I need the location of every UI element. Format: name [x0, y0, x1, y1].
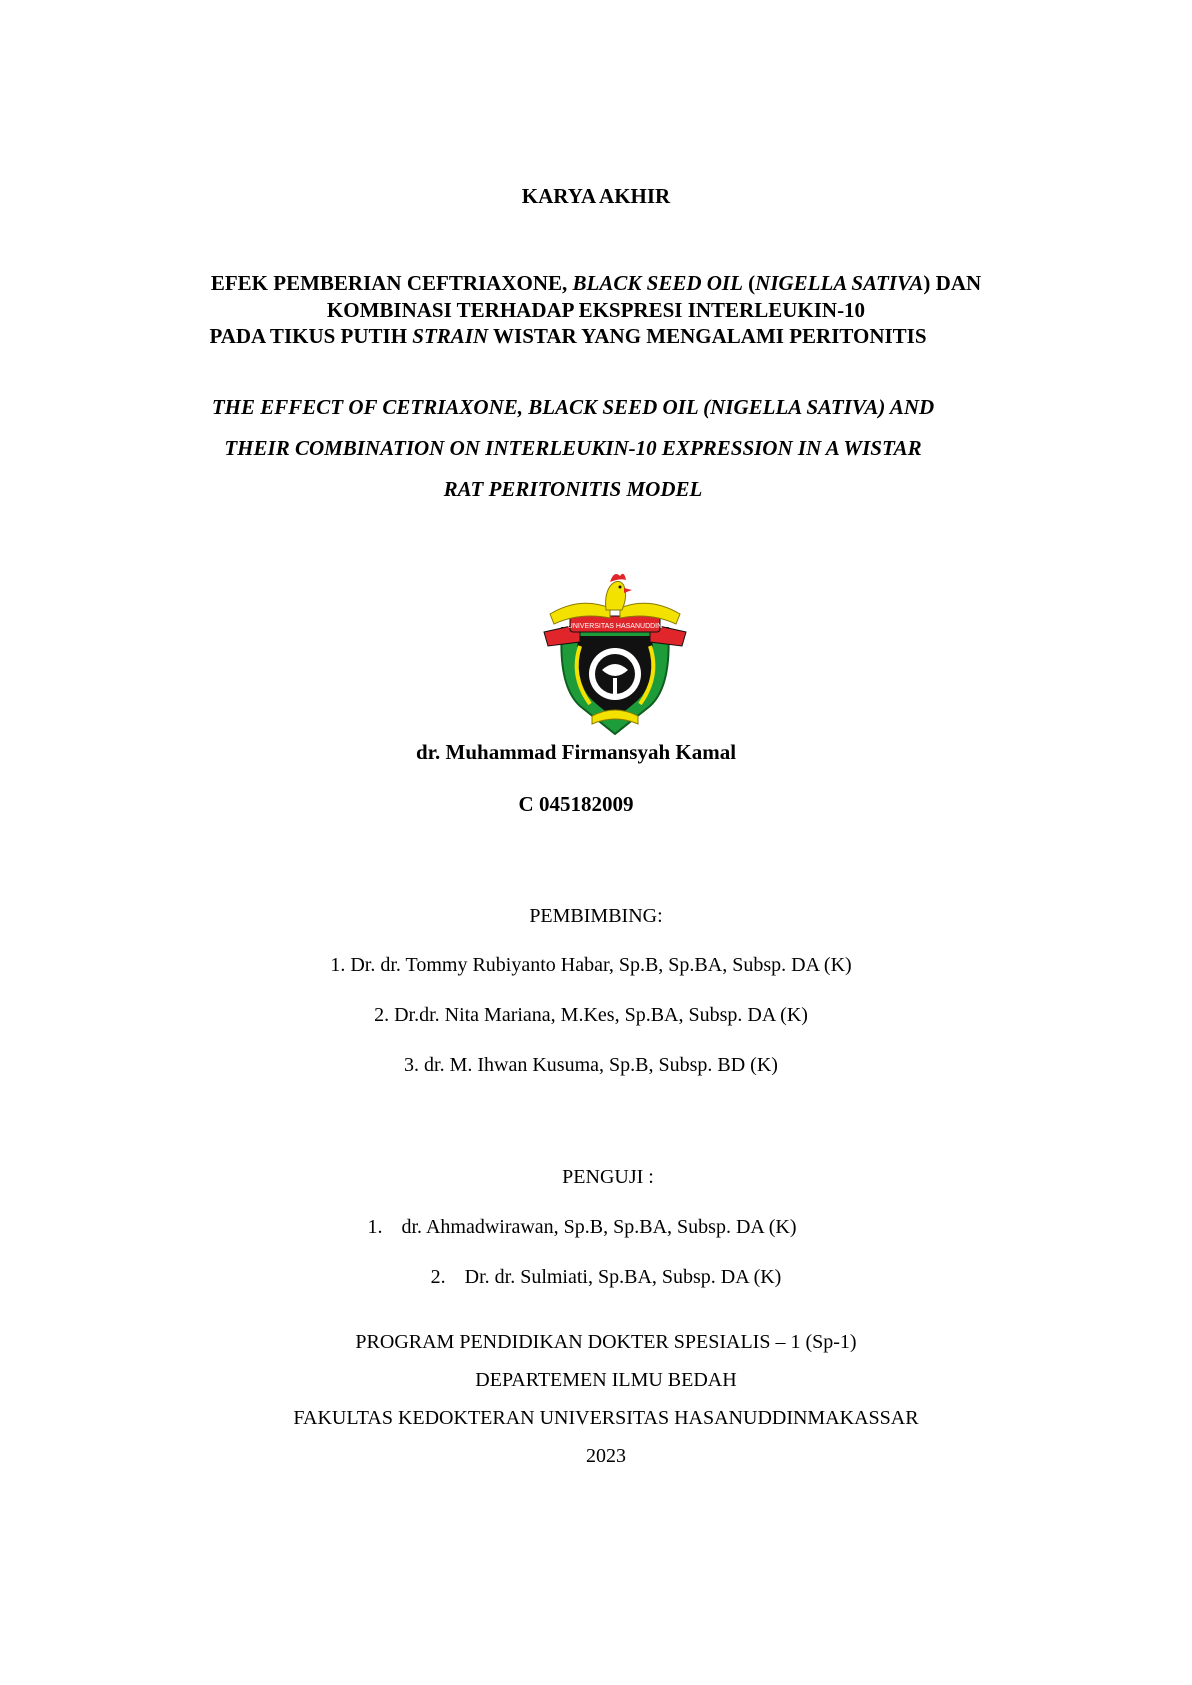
title-id-line-3-part-c: WISTAR YANG MENGALAMI PERITONITIS: [488, 324, 927, 348]
title-id-line-3: [0, 323, 1164, 350]
department-name: DEPARTEMEN ILMU BEDAH: [475, 1369, 737, 1391]
title-id-line-1-italic-d: NIGELLA SATIVA: [755, 271, 924, 295]
title-id-line-1-part-c: (: [742, 271, 756, 295]
supervisor-item-2: 2. Dr.dr. Nita Mariana, M.Kes, Sp.BA, Subsp. DA (K): [374, 1004, 808, 1026]
document-heading: KARYA AKHIR: [521, 184, 671, 208]
examiner-item-2: [10, 1266, 1192, 1289]
examiner-number: 2.: [430, 1266, 446, 1288]
emblem-banner-text: UNIVERSITAS HASANUDDIN: [567, 623, 663, 630]
title-en-line-3: RAT PERITONITIS MODEL: [443, 477, 703, 501]
title-en-line-2: THEIR COMBINATION ON INTERLEUKIN-10 EXPRESSION IN A WISTAR: [224, 436, 922, 460]
university-emblem-icon: [540, 566, 690, 736]
examiner-name: Dr. dr. Sulmiati, Sp.BA, Subsp. DA (K): [464, 1266, 782, 1288]
title-id-line-1-part-a: EFEK PEMBERIAN CEFTRIAXONE,: [210, 271, 573, 295]
title-id-line-1-part-e: ) DAN: [923, 271, 982, 295]
examiner-name: dr. Ahmadwirawan, Sp.B, Sp.BA, Subsp. DA (K): [401, 1216, 797, 1238]
title-en-line-1: THE EFFECT OF CETRIAXONE, BLACK SEED OIL (NIGELLA SATIVA) AND: [211, 395, 935, 419]
title-id-line-1-italic-b: BLACK SEED OIL: [572, 271, 743, 295]
supervisor-item-3: 3. dr. M. Ihwan Kusuma, Sp.B, Subsp. BD (K): [404, 1054, 778, 1076]
title-id-line-2: KOMBINASI TERHADAP EKSPRESI INTERLEUKIN-10: [326, 298, 866, 322]
title-id-line-3-part-a: PADA TIKUS PUTIH: [209, 324, 413, 348]
author-name: dr. Muhammad Firmansyah Kamal: [415, 740, 737, 764]
examiner-item-1: [0, 1216, 1178, 1239]
year: 2023: [586, 1445, 626, 1467]
title-id-line-3-italic-b: STRAIN: [412, 324, 489, 348]
student-id: C 045182009: [518, 792, 634, 816]
title-id-line-1: [0, 270, 1192, 297]
supervisors-label: PEMBIMBING:: [529, 905, 663, 927]
examiners-label: PENGUJI :: [562, 1166, 654, 1188]
examiner-number: 1.: [367, 1216, 383, 1238]
supervisor-item-1: 1. Dr. dr. Tommy Rubiyanto Habar, Sp.B, Sp.BA, Subsp. DA (K): [330, 954, 852, 976]
program-name: PROGRAM PENDIDIKAN DOKTER SPESIALIS – 1 (Sp-1): [355, 1331, 857, 1353]
faculty-name: FAKULTAS KEDOKTERAN UNIVERSITAS HASANUDDINMAKASSAR: [293, 1407, 919, 1429]
